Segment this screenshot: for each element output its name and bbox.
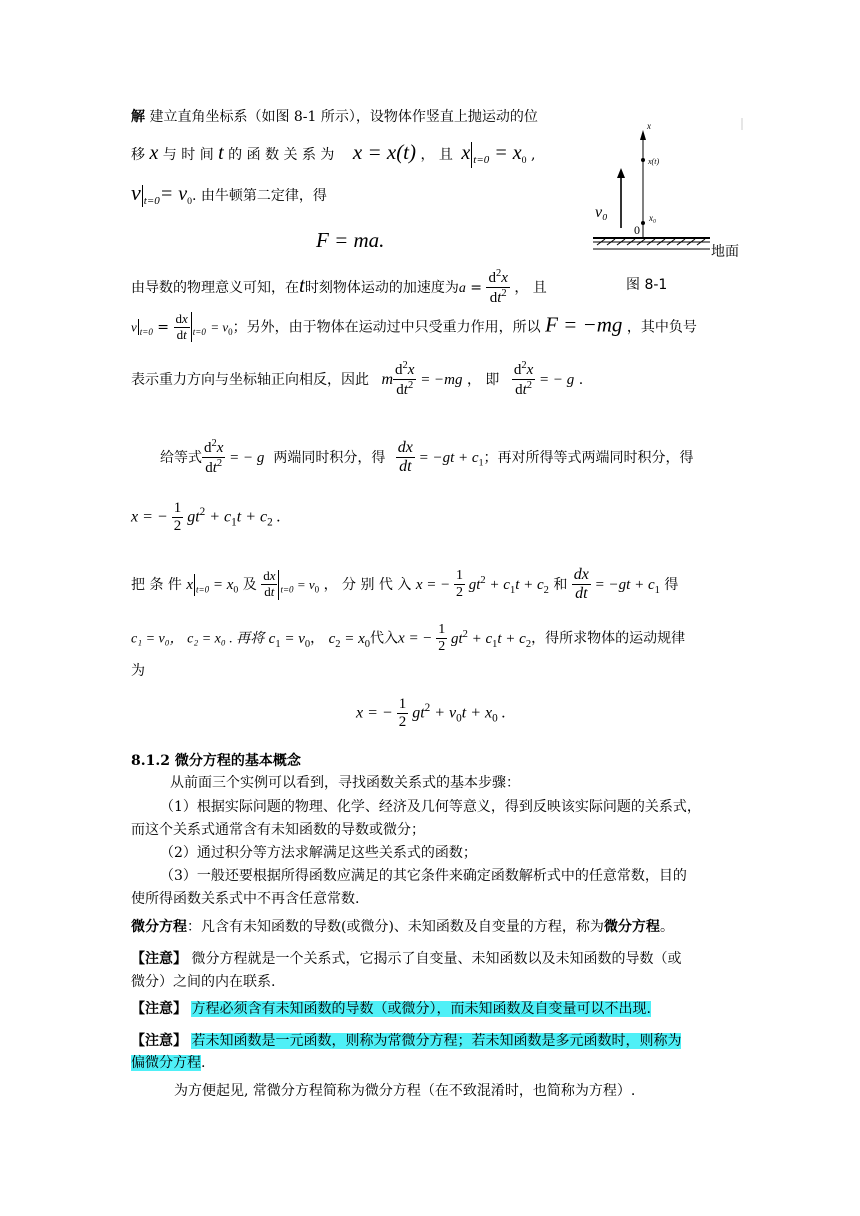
solution-line7: 给等式 $\frac{d^2x}{dt^2}$ = − g 两端同时积分，得 $\frac{dx}{dt}$ = $-gt + c_1$；再对所得等式两端同时积分，得 xyxy=(160,438,694,477)
section-paragraph: （3）一般还要根据所得函数应满足的其它条件来确定函数解析式中的任意常数，目的 xyxy=(160,868,687,884)
point-xt xyxy=(641,158,645,162)
solution-line4: 由导数的物理意义可知，在t时刻物体运动的加速度为a = $\frac{d^2x}{dt^2}$ ， 且 xyxy=(131,268,547,307)
note-highlight: 若未知函数是一元函数，则称为常微分方程；若未知函数是多元函数时，则称为 xyxy=(191,1033,682,1049)
solution-line9: 把 条 件 x $_{t=0} = x_0$ 及 $\frac{dx}{dt}$ $_{t=0} = v_0$ ， 分 别 代 入 x = − $\frac{1}{2}$ $gt^2 + c_1t + c_2$ 和 $\frac{dx}{dt}$ = $-gt + c_1$ 得 xyxy=(131,566,679,603)
note-continuation: 偏微分方程. xyxy=(131,1055,206,1071)
solution-line11: 为 xyxy=(131,663,145,679)
axis-label-x: x xyxy=(647,121,651,131)
closing-paragraph: 为方便起见, 常微分方程简称为微分方程（在不致混淆时，也简称为方程）. xyxy=(174,1083,636,1099)
figure-8-1 xyxy=(585,118,745,268)
note-highlight: 方程必须含有未知函数的导数（或微分），而未知函数及自变量可以不出现. xyxy=(191,1001,651,1017)
ground-label: 地面 xyxy=(711,244,739,260)
section-paragraph: （2）通过积分等方法求解满足这些关系式的函数； xyxy=(160,845,477,861)
equation-general-solution: x = − $\frac{1}{2}$ $gt^2 + c_1t + c_2$ . xyxy=(131,500,281,535)
note: 【注意】 方程必须含有未知函数的导数（或微分），而未知函数及自变量可以不出现. xyxy=(131,1001,651,1017)
section-paragraph: 从前面三个实例可以看到，寻找函数关系式的基本步骤： xyxy=(170,775,520,791)
note-continuation: 微分）之间的内在联系. xyxy=(131,974,276,990)
solution-line2: 移 x 与 时 间 t 的 函 数 关 系 为 x = x(t) ， 且 x $_{t=0} = x_0$ , xyxy=(131,140,535,168)
section-heading: 8.1.2 微分方程的基本概念 xyxy=(131,753,301,769)
label-origin: 0 xyxy=(634,223,640,237)
solution-line5: v $_{t=0}$ = $\frac{dx}{dt}$ $_{t=0} = v_0$；另外，由于物体在运动过中只受重力作用，所以 F = −mg ，其中负号 xyxy=(131,311,697,342)
note: 【注意】 若未知函数是一元函数，则称为常微分方程；若未知函数是多元函数时，则称为 xyxy=(131,1033,682,1049)
equation-gravity: F = −mg xyxy=(545,312,623,337)
solution-line6: 表示重力方向与坐标轴正向相反，因此 m $\frac{d^2x}{dt^2}$ = −mg ， 即 $\frac{d^2x}{dt^2}$ = − g . xyxy=(131,360,584,399)
solution-line3: v $_{t=0}= v_0$. 由牛顿第二定律，得 xyxy=(131,180,327,207)
solution-line10: c₁ = v₀， c₂ = x₀ . 再将 $c_1 = v_0$， $c_2 = x_0$代入x = − $\frac{1}{2}$ $gt^2 + c_1t + c_2$，得所求物体的运动规律 xyxy=(131,622,686,655)
axis-arrowhead xyxy=(640,130,646,140)
equation-final-solution: x = − $\frac{1}{2}$ $gt^2 + v_0t + x_0$ . xyxy=(356,696,506,731)
section-paragraph: 而这个关系式通常含有未知函数的导数或微分； xyxy=(131,822,425,838)
solution-line1: 建立直角坐标系（如图 8-1 所示），设物体作竖直上抛运动的位 xyxy=(149,109,538,125)
equation-newton: F = ma. xyxy=(316,228,385,252)
label-x0: x₀ xyxy=(649,213,657,223)
label-xt: x(t) xyxy=(648,157,660,166)
note: 【注意】 微分方程就是一个关系式，它揭示了自变量、未知函数以及未知函数的导数（或 xyxy=(131,951,682,967)
figure-caption: 图 8-1 xyxy=(626,277,668,293)
point-x0 xyxy=(641,221,645,225)
label-v0: v₀ xyxy=(595,204,608,221)
section-paragraph: 使所得函数关系式中不再含任意常数. xyxy=(131,891,360,907)
solution-label: 解 xyxy=(131,109,145,125)
definition: 微分方程：凡含有未知函数的导数(或微分)、未知函数及自变量的方程，称为微分方程。 xyxy=(131,919,674,935)
ground-hatching xyxy=(593,239,710,249)
equation-x-of-t: x = x(t) xyxy=(352,140,417,164)
velocity-arrowhead xyxy=(617,168,625,178)
section-paragraph: （1）根据实际问题的物理、化学、经济及几何等意义，得到反映该实际问题的关系式， xyxy=(160,799,701,815)
